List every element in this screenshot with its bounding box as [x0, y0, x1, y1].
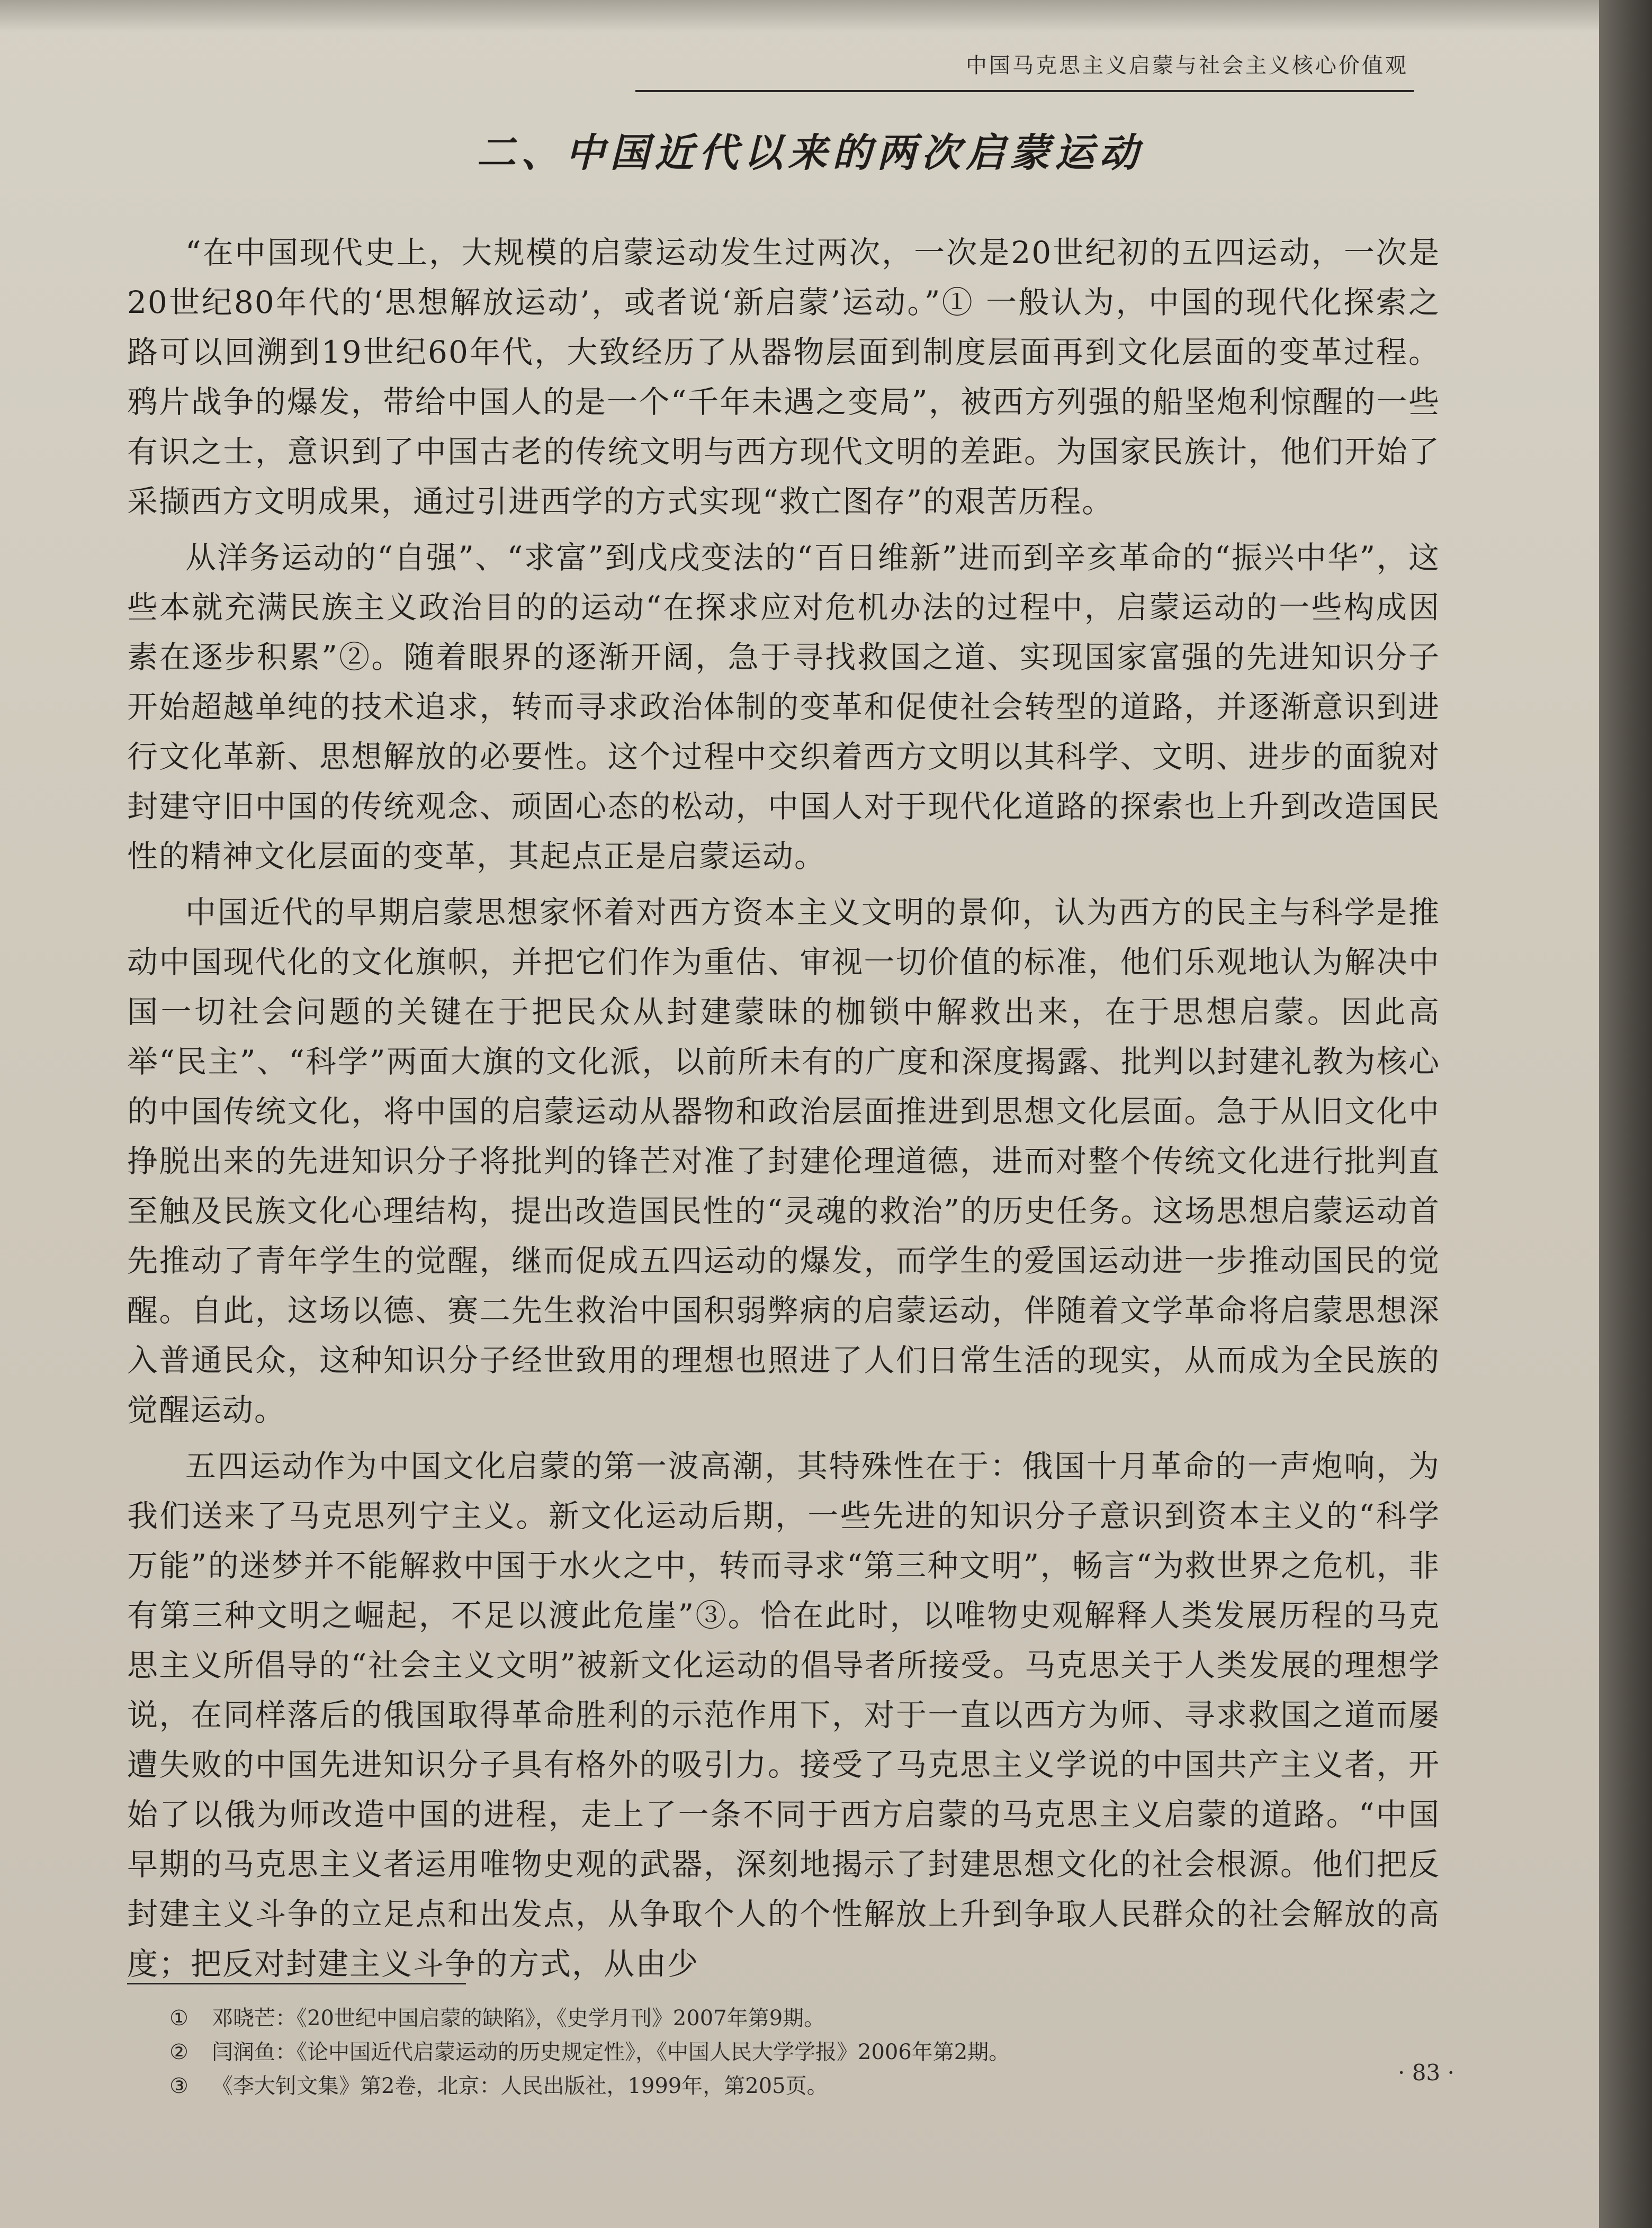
- paragraph-1: “在中国现代史上，大规模的启蒙运动发生过两次，一次是20世纪初的五四运动，一次是20世纪80年代的‘思想解放运动’，或者说‘新启蒙’运动。”① 一般认为，中国的现代化探索之路可以回溯到19世纪60年代，大致经历了从器物层面到制度层面再到文化层面的变革过程。鸦片战争的爆发，带给中国人的是一个“千年未遇之变局”，被西方列强的船坚炮利惊醒的一些有识之士，意识到了中国古老的传统文明与西方现代文明的差距。为国家民族计，他们开始了采撷西方文明成果，通过引进西学的方式实现“救亡图存”的艰苦历程。: [127, 235, 1440, 519]
- book-spine-edge: [1599, 0, 1652, 2228]
- footnote-text: 《李大钊文集》第2卷，北京：人民出版社，1999年，第205页。: [212, 2074, 828, 2098]
- footnote-text: 邓晓芒：《20世纪中国启蒙的缺陷》，《史学月刊》2007年第9期。: [212, 2006, 825, 2031]
- footnote-marker: ①: [169, 2006, 188, 2031]
- footnote-3: [169, 2069, 1334, 2103]
- page-number: · 83 ·: [1398, 2060, 1455, 2086]
- footnote-2: [169, 2035, 1334, 2069]
- top-shadow: [0, 0, 1599, 32]
- footnote-1: [169, 2001, 1334, 2035]
- footnotes: [169, 2001, 1334, 2103]
- paragraph-3: 中国近代的早期启蒙思想家怀着对西方资本主义文明的景仰，认为西方的民主与科学是推动中国现代化的文化旗帜，并把它们作为重估、审视一切价值的标准，他们乐观地认为解决中国一切社会问题的关键在于把民众从封建蒙昧的枷锁中解救出来，在于思想启蒙。因此高举“民主”、“科学”两面大旗的文化派，以前所未有的广度和深度揭露、批判以封建礼教为核心的中国传统文化，将中国的启蒙运动从器物和政治层面推进到思想文化层面。急于从旧文化中挣脱出来的先进知识分子将批判的锋芒对准了封建伦理道德，进而对整个传统文化进行批判直至触及民族文化心理结构，提出改造国民性的“灵魂的救治”的历史任务。这场思想启蒙运动首先推动了青年学生的觉醒，继而促成五四运动的爆发，而学生的爱国运动进一步推动国民的觉醒。自此，这场以德、赛二先生救治中国积弱弊病的启蒙运动，伴随着文学革命将启蒙思想深入普通民众，这种知识分子经世致用的理想也照进了人们日常生活的现实，从而成为全民族的觉醒运动。: [127, 894, 1440, 1428]
- footnote-rule: [127, 1983, 466, 1984]
- section-title: 二、中国近代以来的两次启蒙运动: [477, 130, 1144, 176]
- paragraph-2: 从洋务运动的“自强”、“求富”到戊戌变法的“百日维新”进而到辛亥革命的“振兴中华”，这些本就充满民族主义政治目的的运动“在探求应对危机办法的过程中，启蒙运动的一些构成因素在逐步积累”②。随着眼界的逐渐开阔，急于寻找救国之道、实现国家富强的先进知识分子开始超越单纯的技术追求，转而寻求政治体制的变革和促使社会转型的道路，并逐渐意识到进行文化革新、思想解放的必要性。这个过程中交织着西方文明以其科学、文明、进步的面貌对封建守旧中国的传统观念、顽固心态的松动，中国人对于现代化道路的探索也上升到改造国民性的精神文化层面的变革，其起点正是启蒙运动。: [127, 540, 1440, 874]
- footnote-marker: ③: [169, 2074, 188, 2098]
- body-text: [127, 228, 1440, 1995]
- footnote-text: 闫润鱼：《论中国近代启蒙运动的历史规定性》，《中国人民大学学报》2006年第2期。: [212, 2040, 1010, 2064]
- running-header: 中国马克思主义启蒙与社会主义核心价值观: [966, 53, 1408, 78]
- header-rule: [635, 90, 1414, 92]
- footnote-marker: ②: [169, 2040, 188, 2064]
- paragraph-4: 五四运动作为中国文化启蒙的第一波高潮，其特殊性在于：俄国十月革命的一声炮响，为我们送来了马克思列宁主义。新文化运动后期，一些先进的知识分子意识到资本主义的“科学万能”的迷梦并不能解救中国于水火之中，转而寻求“第三种文明”，畅言“为救世界之危机，非有第三种文明之崛起，不足以渡此危崖”③。恰在此时，以唯物史观解释人类发展历程的马克思主义所倡导的“社会主义文明”被新文化运动的倡导者所接受。马克思关于人类发展的理想学说，在同样落后的俄国取得革命胜利的示范作用下，对于一直以西方为师、寻求救国之道而屡遭失败的中国先进知识分子具有格外的吸引力。接受了马克思主义学说的中国共产主义者，开始了以俄为师改造中国的进程，走上了一条不同于西方启蒙的马克思主义启蒙的道路。“中国早期的马克思主义者运用唯物史观的武器，深刻地揭示了封建思想文化的社会根源。他们把反封建主义斗争的立足点和出发点，从争取个人的个性解放上升到争取人民群众的社会解放的高度；把反对封建主义斗争的方式，从由少: [127, 1448, 1440, 1982]
